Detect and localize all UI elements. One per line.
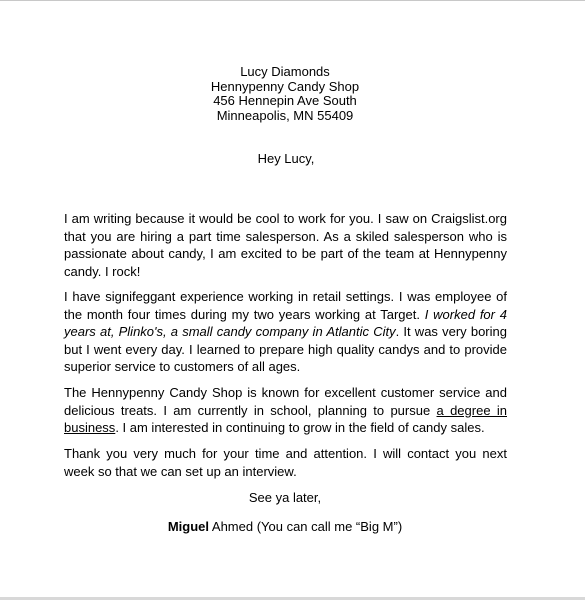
recipient-company: Hennypenny Candy Shop (210, 78, 360, 94)
company-text-start: The Hennypenny Candy Shop is known for excellent customer service and delicious treats. I am currently in school, planning to pursue (64, 385, 507, 418)
experience-text-start: I have signifeggant experience working in retail settings. I was employee of the month four times during my two years working at Target. (64, 289, 507, 322)
recipient-city: Minneapolis, MN 55409 (216, 107, 354, 123)
paragraph-experience (64, 288, 507, 376)
signature-rest: Ahmed (You can call me “Big M”) (209, 519, 403, 534)
degree-underlined-text: a degree in business (64, 402, 507, 435)
recipient-street: 456 Hennepin Ave South (213, 93, 357, 108)
recipient-name: Lucy Diamonds (240, 64, 330, 79)
letter-signature (0, 519, 570, 534)
signature-first-name: Miguel (167, 519, 209, 534)
letter-greeting: Hey Lucy, (257, 151, 315, 166)
recipient-address-block (0, 65, 570, 123)
page-top-border (0, 0, 585, 1)
paragraph-company (64, 384, 507, 437)
paragraph-intro: I am writing because it would be cool to work for you. I saw on Craigslist.org that you are hiring a part time salesperson. As a skiled salesperson who is passionate about candy, I am excited to be part of the team at Hennypenny candy. I rock! (64, 211, 507, 279)
company-text-end: . I am interested in continuing to grow in the field of candy sales. (115, 420, 485, 435)
letter-closing: See ya later, (248, 490, 322, 505)
paragraph-thanks: Thank you very much for your time and attention. I will contact you next week so that we can set up an interview. (64, 446, 507, 479)
experience-text-end: . It was very boring but I went every day. I learned to prepare high quality candys and to provide superior service to customers of all ages. (64, 324, 507, 374)
experience-italic-text: I worked for 4 years at, Plinko's, a small candy company in Atlantic City (64, 306, 507, 339)
